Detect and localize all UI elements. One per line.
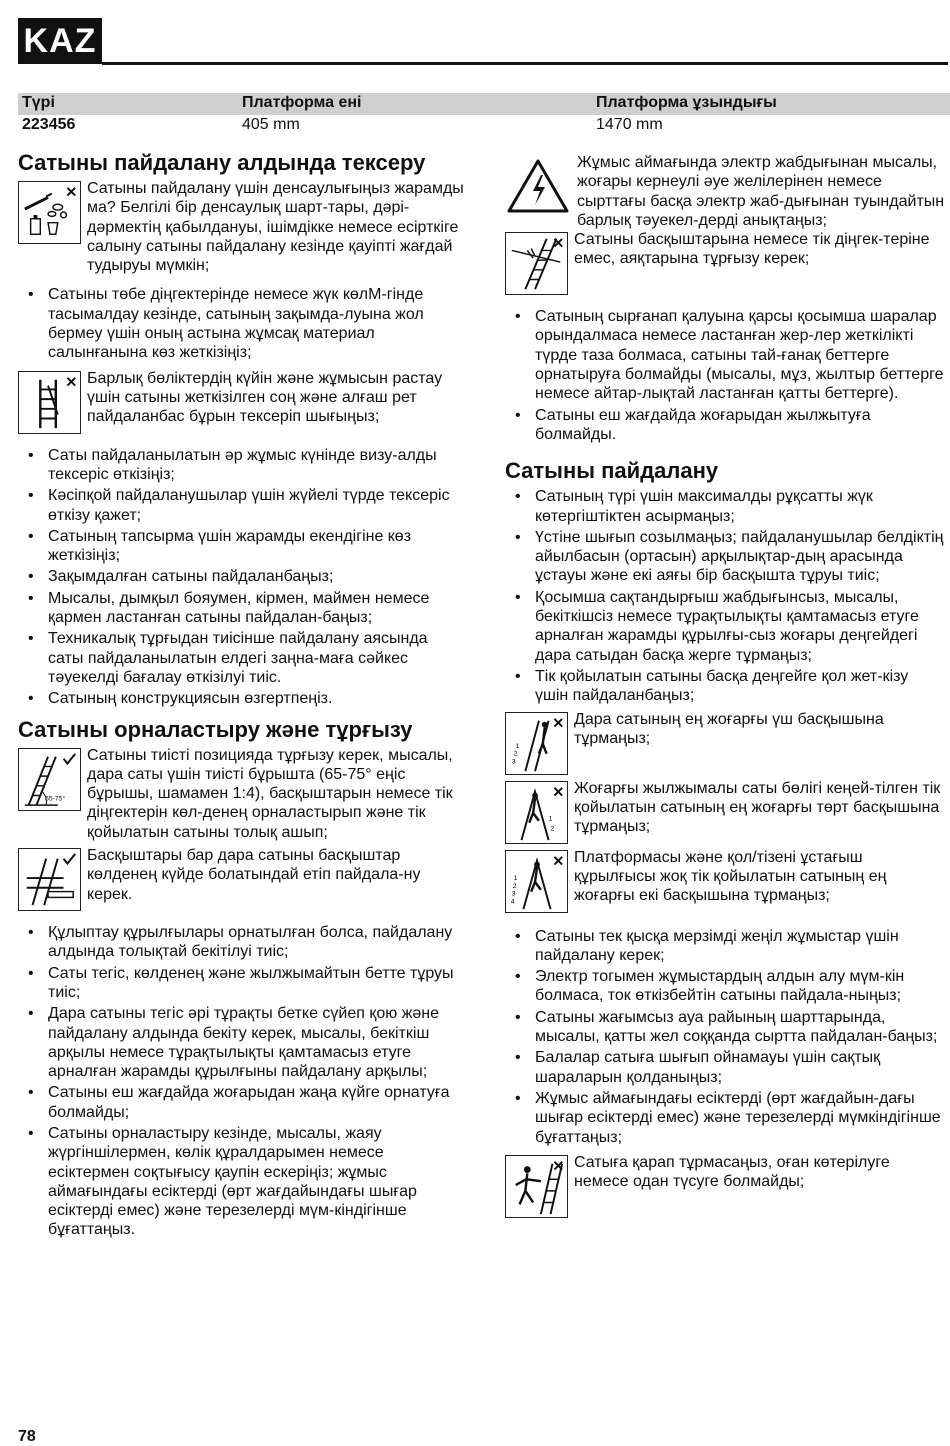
svg-text:3: 3 [511, 757, 516, 765]
section-title-setup: Сатыны орналастыру және тұрғызу [18, 716, 413, 742]
svg-text:2: 2 [512, 882, 517, 890]
list-item: • Электр тогымен жұмыстардың алдын алу мүм-кін болмаса, ток өткізбейтін сатыны пайдала-ныңыз; [505, 967, 945, 1006]
ladder-top-rungs-icon [505, 712, 568, 775]
page-number: 78 [18, 1428, 36, 1445]
top-three-rungs-text: Дара сатының ең жоғарғы үш басқышына тұрмаңыз; [574, 710, 884, 747]
list-item: • Кәсіпқой пайдаланушылар үшін жүйелі түрде тексеріс өткізу қажет; [18, 486, 466, 525]
list-item: • Сатыны еш жағдайда жоғарыдан жаңа күйге орнатуға болмайды; [18, 1083, 466, 1122]
svg-text:1: 1 [515, 742, 520, 750]
ladder-angle-icon [18, 748, 81, 811]
no-medication-icon [18, 181, 81, 244]
ladder-inspect-icon [18, 371, 81, 434]
svg-text:2: 2 [550, 824, 555, 832]
angle-notice [18, 746, 466, 842]
svg-text:1: 1 [548, 815, 553, 823]
spec-table-header [18, 93, 950, 115]
face-ladder-icon [505, 1155, 568, 1218]
electrical-warning [505, 153, 945, 230]
svg-text:2: 2 [513, 750, 518, 758]
rungs-level-notice [18, 846, 466, 911]
health-notice [18, 179, 466, 275]
stepladder-platform-icon [505, 850, 568, 913]
header-length: Платформа ұзындығы [596, 94, 777, 111]
top-two-rungs-text: Платформасы және қол/тізені ұстағыш құрылғысы жоқ тік қойылатын сатының ең жоғарғы екі басқышына тұрмаңыз; [574, 848, 887, 905]
list-item: • Дара сатыны тегіс әрі тұрақты бетке сүйеп қою және пайдалану алдында бекіту керек, мысалы, бекіткіш арқылы немесе тұрақтылықты қамтамасыз етуге арналған жарамды құрылғыны пайдалану арқылы; [18, 1004, 466, 1081]
list-item: • Сатыны тек қысқа мерзімді жеңіл жұмыстар үшін пайдалану керек; [505, 927, 945, 966]
list-item: • Сатының түрі үшін максималды рұқсатты жүк көтергіштіктен асырмаңыз; [505, 487, 945, 526]
svg-text:1: 1 [513, 874, 518, 882]
surface-list [505, 307, 945, 444]
inspection-list [18, 446, 466, 709]
face-ladder-text: Сатыға қарап тұрмасаңыз, оған көтерілуге немесе одан түсуге болмайды; [574, 1153, 890, 1191]
transport-list [18, 285, 466, 362]
stepladder-extension-icon [505, 781, 568, 844]
conditions-list [505, 927, 945, 1147]
top-two-rungs-notice [505, 848, 945, 913]
list-item: • Зақымдалған сатыны пайдаланбаңыз; [18, 567, 466, 586]
ladder-feet-icon [505, 232, 568, 295]
cell-width: 405 mm [242, 116, 300, 133]
angle-label: 65-75° [45, 794, 66, 802]
list-item: • Саты пайдаланылатын әр жұмыс күнінде визу-алды тексеріс өткізіңіз; [18, 446, 466, 485]
list-item: • Балалар сатыға шығып ойнамауы үшін сақтық шараларын қолданыңыз; [505, 1048, 945, 1087]
list-item: • Құлыптау құрылғылары орнатылған болса, пайдалану алдында толықтай бекітілуі тиіс; [18, 923, 466, 962]
delivery-check-notice [18, 369, 466, 434]
header-width: Платформа ені [242, 94, 362, 111]
list-item: • Сатыны орналастыру кезінде, мысалы, жаяу жүргіншілермен, көлік құралдарымен немесе есіктермен соқтығысу қаупін ескеріңіз; жұмыс аймағындағы есіктерді (өрт жағдайындағы шығар есіктерді емес) және терезелерді мүм-кіндігінше бұғаттаңыз. [18, 1124, 466, 1240]
top-four-rungs-notice [505, 779, 945, 844]
feet-placement-text: Сатыны басқыштарына немесе тік діңгек-теріне емес, аяқтарына тұрғызу керек; [574, 231, 930, 268]
list-item: • Тік қойылатын сатыны басқа деңгейге қол жет-кізу үшін пайдаланбаңыз; [505, 667, 945, 706]
right-column [505, 153, 945, 1218]
list-item: • Сатыны жағымсыз ауа райының шарттарында, мысалы, қатты жел соққанда сыртта пайдалан-баңыз; [505, 1008, 945, 1047]
health-notice-text: Сатыны пайдалану үшін денсаулығыңыз жарамды ма? Белгілі бір денсаулық шарт-тары, дәрі-дәрмектің қабылдануы, ішімдікке немесе есірткіге салыну сатыны пайдалану кезінде қауіпті жағдай тудыруы мүмкін; [87, 180, 464, 275]
angle-notice-text: Сатыны тиісті позицияда тұрғызу керек, мысалы, дара саты үшін тиісті бұрышта (65-75° еңіс бұрышы, шамамен 1:4), басқыштарын немесе тік діңгектерін көл-денең орналастырып және тік қойылатын сатыны толық ашып; [87, 746, 453, 841]
feet-placement-notice [505, 230, 945, 295]
list-item: • Мысалы, дымқыл бояумен, кірмен, маймен немесе қармен ластанған сатыны пайдалан-баңыз; [18, 589, 466, 628]
list-item: • Саты тегіс, көлденең және жылжымайтын бетте тұруы тиіс; [18, 964, 466, 1003]
svg-text:4: 4 [510, 897, 515, 905]
usage-list [505, 487, 945, 705]
list-item: • Сатының сырғанап қалуына қарсы қосымша шаралар орындалмаса немесе ластанған жер-лер жеткілікті түрде таза болмаса, сатыны тай-ғанақ беттерге орнатыруға болмайды (мысалы, мұз, жылтыр беттерге немесе айтар-лықтай ластанған қатты беттерге). [505, 307, 945, 403]
high-voltage-warning-icon [505, 155, 571, 218]
spec-table-row [18, 115, 950, 137]
list-item: • Сатыны еш жағдайда жоғарыдан жылжытуға болмайды. [505, 406, 945, 445]
electrical-warning-text: Жұмыс аймағында электр жабдығынан мысалы, жоғары кернеулі әуе желілерінен немесе сырттағы басқа электр жаб-дығынан туындайтын барлық тәуекел-дерді анықтаңыз; [577, 154, 945, 229]
list-item: • Қосымша сақтандырғыш жабдығынсыз, мысалы, бекіткішсіз немесе тұрақтылықты қамтамасыз етуге арналған жарамды құрылғы-сыз жоғары деңгейдегі дара сатыдан басқа жерге тұрмаңыз; [505, 588, 945, 665]
list-item: • Сатыны төбе діңгектерінде немесе жүк көлМ-гінде тасымалдау кезінде, сатының зақымда-луына жол бермеу үшін оның астына жұмсақ материал салынғанына көз жеткізіңіз; [18, 285, 466, 362]
header-type: Түрі [22, 94, 55, 111]
language-badge: KAZ [18, 18, 102, 64]
cell-type: 223456 [22, 116, 76, 133]
delivery-check-text: Барлық бөліктердің күйін және жұмысын растау үшін сатыны жеткізілген соң және алғаш рет пайдаланбас бұрын тексеріп шығыңыз; [87, 369, 443, 426]
section-title-inspection: Сатыны пайдалану алдында тексеру [18, 150, 426, 175]
list-item: • Сатының тапсырма үшін жарамды екендігіне көз жеткізіңіз; [18, 527, 466, 566]
list-item: • Үстіне шығып созылмаңыз; пайдаланушылар белдіктің айылбасын (ортасын) арқылықтар-дың арасында ұстауы және екі аяғы бір басқышта тұруы тиіс; [505, 528, 945, 586]
setup-list [18, 923, 466, 1240]
svg-text:3: 3 [511, 890, 516, 898]
list-item: • Сатының конструкциясын өзгертпеңіз. [18, 689, 466, 708]
cell-length: 1470 mm [596, 116, 663, 133]
header-rule [102, 62, 948, 65]
section-title-usage: Сатыны пайдалану [505, 458, 719, 484]
spec-table [18, 93, 950, 137]
rungs-level-icon [18, 848, 81, 911]
face-ladder-notice [505, 1153, 945, 1218]
top-four-rungs-text: Жоғарғы жылжымалы саты бөлігі кеңей-тілген тік қойылатын сатының ең жоғарғы төрт басқышына тұрмаңыз; [574, 779, 941, 836]
left-column [18, 150, 466, 1242]
list-item: • Техникалық тұрғыдан тиісінше пайдалану аясында саты пайдаланылатын елдегі заңна-маға сәйкес тәуекелді бағалау өткізілуі тиіс. [18, 629, 466, 687]
list-item: • Жұмыс аймағындағы есіктерді (өрт жағдайын-дағы шығар есіктерді емес) және терезелерді мүмкіндігінше бұғаттаңыз; [505, 1089, 945, 1147]
rungs-level-text: Басқыштары бар дара сатыны басқыштар көлденең күйде болатындай етіп пайдала-ну керек. [87, 847, 421, 903]
top-three-rungs-notice [505, 710, 945, 775]
